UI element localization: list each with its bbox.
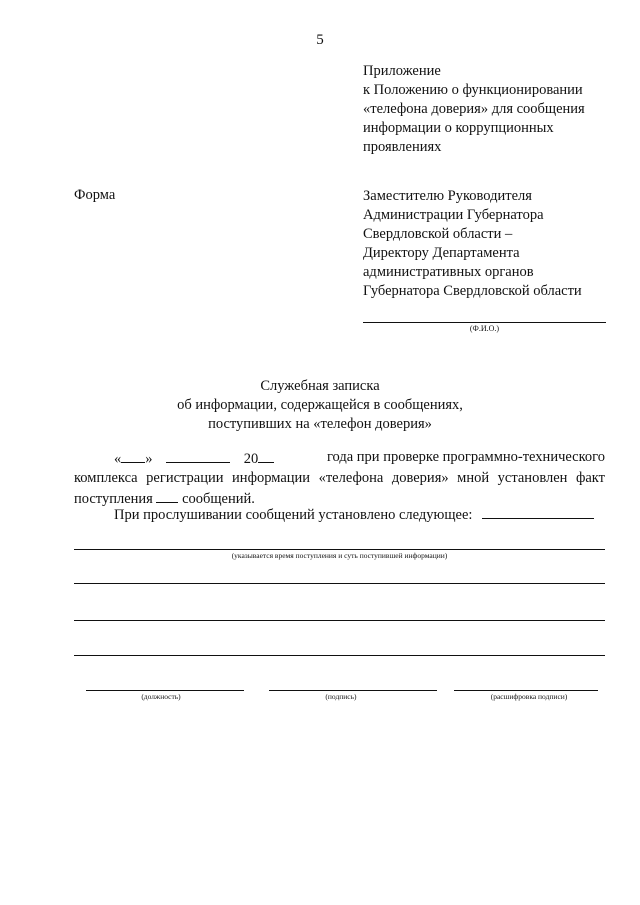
info-line-3 [74,620,605,621]
info-line-2 [74,583,605,584]
month-blank [166,448,230,463]
body-line-3-a: поступления [74,491,153,507]
addressee-line: Заместителю Руководителя [363,188,532,204]
page-number: 5 [316,32,324,48]
body-line-4-row [74,504,605,524]
signature-caption: (подпись) [325,692,357,701]
fio-caption: (Ф.И.О.) [469,324,500,333]
appendix-line: проявлениях [363,139,442,155]
body-line-1-rest: года при проверке программно-технического [326,449,605,465]
decoding-caption: (расшифровка подписи) [490,692,568,701]
quote-close: » [145,451,153,467]
document-title [0,377,640,434]
body-line-3-b: сообщений. [182,491,255,507]
title-line-3: поступивших на «телефон доверия» [208,416,432,432]
position-caption: (должность) [141,692,181,701]
signature-line [269,690,437,691]
addressee-line: Свердловской области – [363,226,513,242]
appendix-block [363,62,633,157]
fio-line [363,322,606,323]
findings-blank [482,504,594,519]
addressee-line: Директору Департамента [363,245,520,261]
year-blank [258,448,274,463]
body-paragraph [74,448,605,509]
position-line [86,690,244,691]
appendix-line: «телефона доверия» для сообщения [363,101,585,117]
title-line-2: об информации, содержащейся в сообщениях, [177,397,463,413]
form-label: Форма [74,187,116,203]
decoding-line [454,690,598,691]
addressee-line: административных органов [363,264,534,280]
quote-open: « [114,451,122,467]
body-line-2: комплекса регистрации информации «телефона доверия» мной установлен факт [74,470,605,486]
info-caption: (указывается время поступления и суть поступившей информации) [231,551,448,560]
appendix-line: информации о коррупционных [363,120,554,136]
addressee-line: Губернатора Свердловской области [363,283,582,299]
day-blank [121,448,145,463]
info-line-1 [74,549,605,550]
count-blank [156,488,178,503]
appendix-line: Приложение [363,63,441,79]
body-line-1 [74,448,605,469]
addressee-line: Администрации Губернатора [363,207,544,223]
year-prefix: 20 [243,451,259,467]
title-line-1: Служебная записка [260,378,380,394]
body-line-4: При прослушивании сообщений установлено следующее: [114,507,473,523]
appendix-line: к Положению о функционировании [363,82,583,98]
info-line-4 [74,655,605,656]
addressee-block [363,187,633,301]
